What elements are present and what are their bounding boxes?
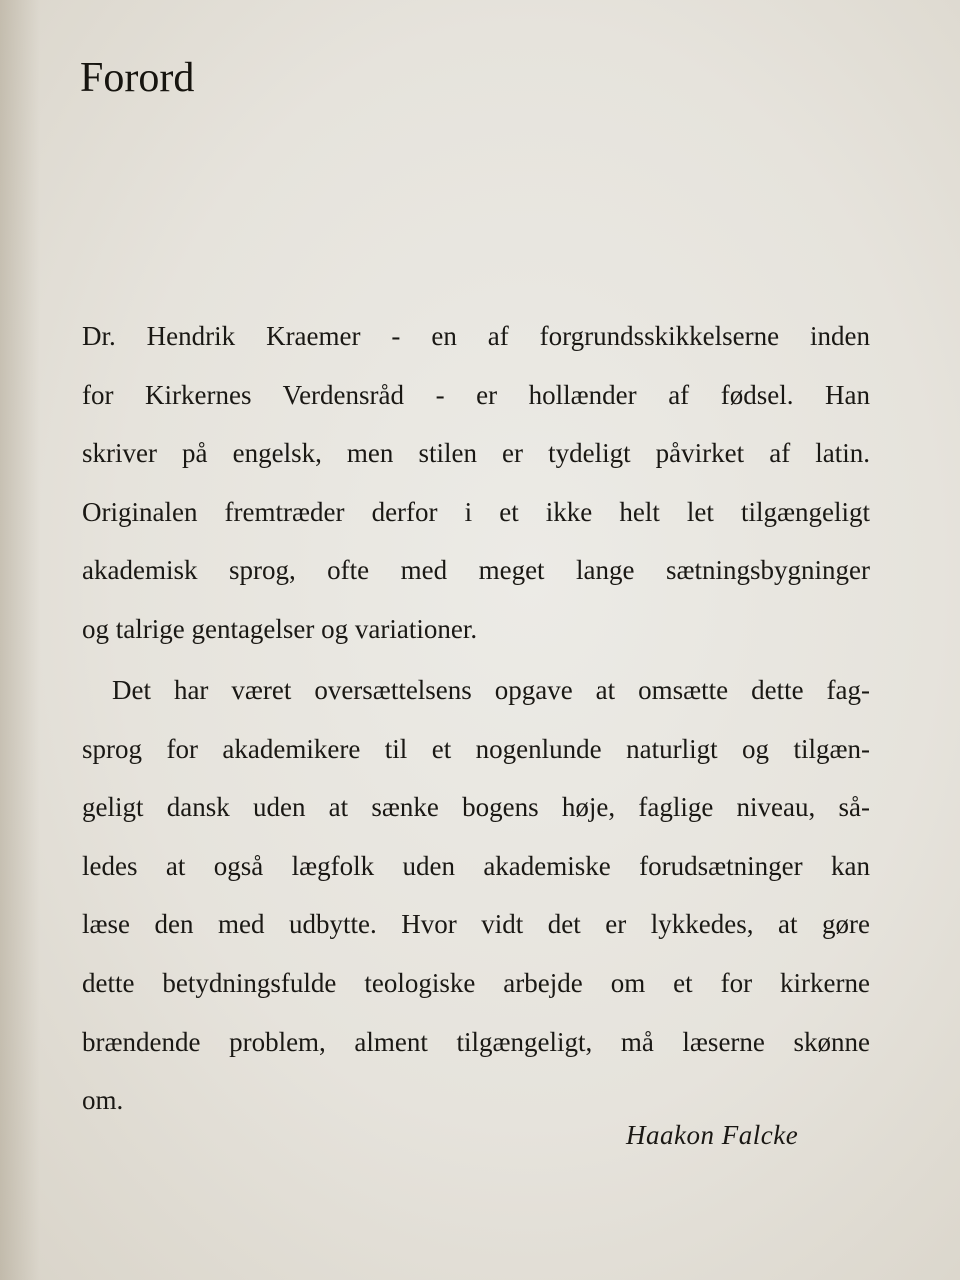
paragraph-2-line: læse den med udbytte. Hvor vidt det er lykkedes, at gøre: [82, 909, 870, 940]
paragraph-1-line: og talrige gentagelser og variationer.: [82, 613, 478, 644]
paragraph-2: [82, 661, 870, 1130]
paragraph-1-line: akademisk sprog, ofte med meget lange sætningsbygninger: [82, 555, 870, 586]
paragraph-2-line: geligt dansk uden at sænke bogens høje, faglige niveau, så-: [82, 792, 870, 823]
paragraph-1-line: for Kirkernes Verdensråd - er hollænder af fødsel. Han: [82, 379, 870, 410]
paragraph-2-line: brændende problem, alment tilgængeligt, må læserne skønne: [82, 1026, 870, 1057]
paragraph-2-line: om.: [82, 1085, 124, 1116]
paragraph-1: [82, 307, 870, 659]
paragraph-1-line: skriver på engelsk, men stilen er tydeligt påvirket af latin.: [82, 438, 870, 469]
translator-signature: Haakon Falcke: [626, 1120, 799, 1150]
paragraph-2-line: ledes at også lægfolk uden akademiske forudsætninger kan: [82, 850, 870, 881]
page-gutter-shadow: [0, 0, 40, 1280]
page-title: Forord: [80, 55, 195, 101]
paragraph-1-line: Dr. Hendrik Kraemer - en af forgrundsskikkelserne inden: [82, 321, 870, 351]
paragraph-1-line: Originalen fremtræder derfor i et ikke helt let tilgængeligt: [82, 496, 870, 527]
paragraph-2-line: Det har været oversættelsens opgave at omsætte dette fag-: [112, 675, 870, 705]
paragraph-2-line: sprog for akademikere til et nogenlunde naturligt og tilgæn-: [82, 733, 870, 764]
paragraph-2-line: dette betydningsfulde teologiske arbejde om et for kirkerne: [82, 967, 870, 998]
